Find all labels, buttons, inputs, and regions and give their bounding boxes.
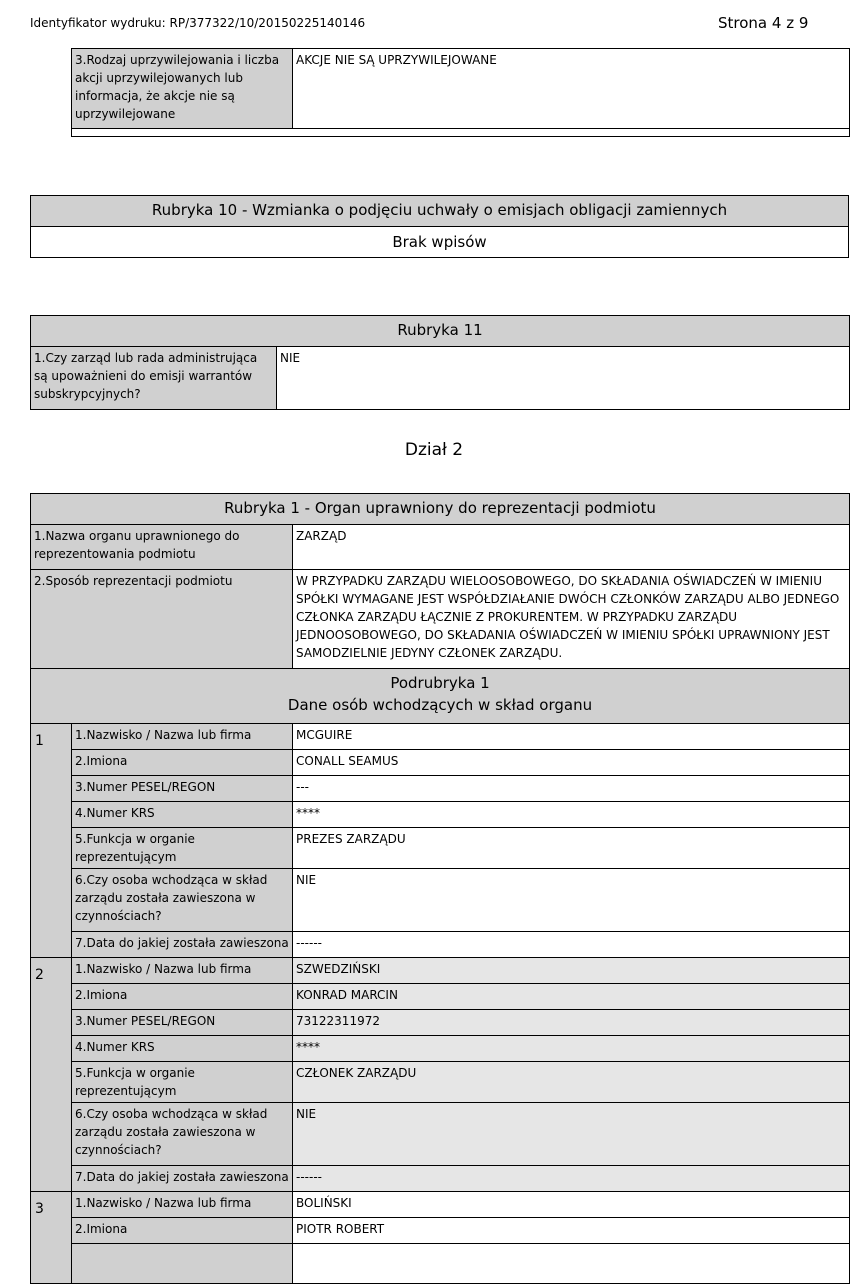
field-label: 3.Numer PESEL/REGON [72, 776, 293, 802]
person-number: 3 [31, 1192, 72, 1284]
rubryka-11-title: Rubryka 11 [31, 316, 850, 347]
organ-name-value: ZARZĄD [293, 525, 850, 570]
rubryka-10-body: Brak wpisów [31, 227, 849, 258]
field-value [293, 1244, 850, 1284]
page-number: Strona 4 z 9 [718, 14, 809, 32]
field-value: ------ [293, 932, 850, 958]
rubryka-11-table [30, 315, 850, 410]
field-label: 1.Nazwisko / Nazwa lub firma [72, 958, 293, 984]
field-label: 3.Numer PESEL/REGON [72, 1010, 293, 1036]
person-number: 2 [31, 958, 72, 1192]
field-label: 7.Data do jakiej została zawieszona [72, 932, 293, 958]
person-number: 1 [31, 724, 72, 958]
field-label: 4.Numer KRS [72, 802, 293, 828]
field-value: PREZES ZARZĄDU [293, 828, 850, 869]
field-label: 4.Numer KRS [72, 1036, 293, 1062]
representation-label: 2.Sposób reprezentacji podmiotu [31, 570, 293, 669]
subsection-title-2: Dane osób wchodzących w skład organu [287, 696, 593, 714]
field-label: 2.Imiona [72, 1218, 293, 1244]
field-label: 1.Nazwisko / Nazwa lub firma [72, 1192, 293, 1218]
field-value: KONRAD MARCIN [293, 984, 850, 1010]
field-label: 5.Funkcja w organie reprezentującym [72, 1062, 293, 1103]
representation-value: W PRZYPADKU ZARZĄDU WIELOOSOBOWEGO, DO SKŁADANIA OŚWIADCZEŃ W IMIENIU SPÓŁKI WYMAGANE JEST WSPÓŁDZIAŁANIE DWÓCH CZŁONKÓW ZARZĄDU ALBO JEDNEGO CZŁONKA ZARZĄDU ŁĄCZNIE Z PROKURENTEM. W PRZYPADKU ZARZĄDU JEDNOOSOBOWEGO, DO SKŁADANIA OŚWIADCZEŃ W IMIENIU SPÓŁKI UPRAWNIONY JEST SAMODZIELNIE JEDYNY CZŁONEK ZARZĄDU. [293, 570, 850, 669]
field-value: --- [293, 776, 850, 802]
subsection-title-1: Podrubryka 1 [390, 674, 490, 692]
rubryka-11-value: NIE [277, 347, 850, 410]
field-value: NIE [293, 869, 850, 932]
field-label: 6.Czy osoba wchodząca w skład zarządu została zawieszona w czynnościach? [72, 1103, 293, 1166]
field-value: ------ [293, 1166, 850, 1192]
field-value: BOLIŃSKI [293, 1192, 850, 1218]
field-value: PIOTR ROBERT [293, 1218, 850, 1244]
top-table-spacer [72, 129, 850, 137]
rubryka-1-title: Rubryka 1 - Organ uprawniony do reprezentacji podmiotu [31, 494, 850, 525]
field-value: NIE [293, 1103, 850, 1166]
field-label: 2.Imiona [72, 750, 293, 776]
field-label: 6.Czy osoba wchodząca w skład zarządu została zawieszona w czynnościach? [72, 869, 293, 932]
top-row-value: AKCJE NIE SĄ UPRZYWILEJOWANE [293, 49, 850, 129]
field-value: 73122311972 [293, 1010, 850, 1036]
top-row-label: 3.Rodzaj uprzywilejowania i liczba akcji uprzywilejowanych lub informacja, że akcje nie są uprzywilejowane [72, 49, 293, 129]
field-label: 2.Imiona [72, 984, 293, 1010]
field-value: CONALL SEAMUS [293, 750, 850, 776]
rubryka-10-table [30, 195, 849, 258]
top-table [71, 48, 850, 137]
rubryka-10-title: Rubryka 10 - Wzmianka o podjęciu uchwały o emisjach obligacji zamiennych [31, 196, 849, 227]
field-label: 7.Data do jakiej została zawieszona [72, 1166, 293, 1192]
field-value: **** [293, 802, 850, 828]
field-value: CZŁONEK ZARZĄDU [293, 1062, 850, 1103]
rubryka-1-table [30, 493, 850, 1284]
field-label: 5.Funkcja w organie reprezentującym [72, 828, 293, 869]
field-label: 1.Nazwisko / Nazwa lub firma [72, 724, 293, 750]
field-label [72, 1244, 293, 1284]
section-heading: Dział 2 [404, 440, 464, 460]
field-value: SZWEDZIŃSKI [293, 958, 850, 984]
organ-name-label: 1.Nazwa organu uprawnionego do reprezentowania podmiotu [31, 525, 293, 570]
print-identifier: Identyfikator wydruku: RP/377322/10/20150225140146 [30, 16, 366, 30]
subsection-title [31, 669, 850, 724]
rubryka-11-label: 1.Czy zarząd lub rada administrująca są upoważnieni do emisji warrantów subskrypcyjnych? [31, 347, 277, 410]
field-value: MCGUIRE [293, 724, 850, 750]
field-value: **** [293, 1036, 850, 1062]
